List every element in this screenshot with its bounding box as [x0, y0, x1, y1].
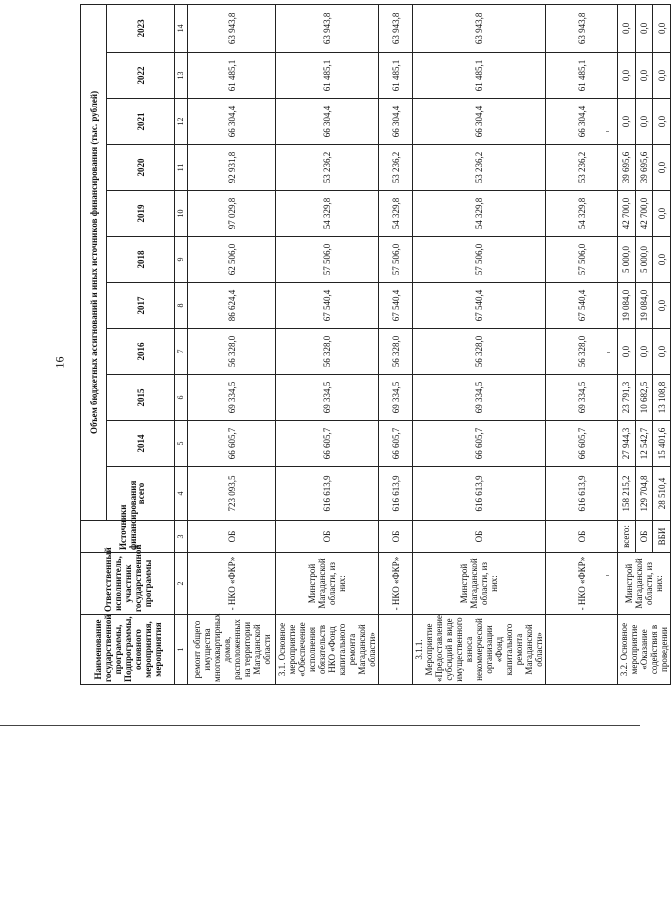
cell-total: 616 613,9: [413, 467, 546, 521]
cell-value: 0,0: [618, 4, 636, 52]
cell-value: 61 485,1: [188, 53, 276, 99]
cell-value: 42 700,0: [618, 191, 636, 237]
cell-name: [546, 615, 618, 685]
cell-value: 0,0: [653, 283, 671, 329]
cell-value: 19 084,0: [635, 283, 653, 329]
cell-value: 62 506,0: [188, 237, 276, 283]
cell-value: 19 084,0: [618, 283, 636, 329]
header-year: 2022: [107, 53, 175, 99]
cell-value: 66 605,7: [413, 421, 546, 467]
cell-responsible: - НКО «ФКР»: [379, 553, 413, 615]
cell-value: 66 605,7: [188, 421, 276, 467]
cell-value: 53 236,2: [413, 145, 546, 191]
header-volume: Объем бюджетных ассигнований и иных источников финансирования (тыс. рублей): [81, 4, 107, 520]
cell-total: 616 613,9: [276, 467, 379, 521]
cell-value: 57 506,0: [413, 237, 546, 283]
cell-value: 67 540,4: [276, 283, 379, 329]
header-responsible: Ответственный исполнитель, участник государственной программы: [81, 553, 175, 615]
cell-value: 66 304,4: [413, 99, 546, 145]
cell-value: 67 540,4: [379, 283, 413, 329]
column-index: 14: [175, 4, 188, 52]
cell-name: ремонт общего имущества многоквартирных домов, расположенных на территории Магаданской области: [188, 615, 276, 685]
cell-value: 0,0: [618, 329, 636, 375]
column-index: 12: [175, 99, 188, 145]
cell-value: 63 943,8: [379, 4, 413, 52]
cell-value: 53 236,2: [379, 145, 413, 191]
cell-value: 0,0: [635, 4, 653, 52]
page-number: 16: [52, 356, 67, 369]
cell-value: 54 329,8: [276, 191, 379, 237]
cell-value: 0,0: [618, 53, 636, 99]
cell-value: 66 304,4: [379, 99, 413, 145]
cell-responsible: - НКО «ФКР»: [546, 553, 618, 615]
table-row: [546, 4, 618, 684]
cell-value: 0,0: [653, 191, 671, 237]
header-total: всего: [107, 467, 175, 521]
cell-value: 69 334,5: [379, 375, 413, 421]
cell-value: 39 695,6: [618, 145, 636, 191]
cell-value: 0,0: [635, 329, 653, 375]
cell-value: 12 542,7: [635, 421, 653, 467]
cell-value: 0,0: [618, 99, 636, 145]
cell-total: 129 704,8: [635, 467, 653, 521]
cell-value: 69 334,5: [546, 375, 618, 421]
cell-value: 39 695,6: [635, 145, 653, 191]
cell-value: 97 029,8: [188, 191, 276, 237]
cell-value: 61 485,1: [413, 53, 546, 99]
page-divider-line: [0, 725, 640, 726]
cell-value: 0,0: [653, 53, 671, 99]
cell-value: 63 943,8: [413, 4, 546, 52]
cell-value: 57 506,0: [276, 237, 379, 283]
cell-source: ОБ: [546, 521, 618, 553]
cell-responsible: - НКО «ФКР»: [188, 553, 276, 615]
cell-name: 3.1.1. Мероприятие «Предоставление субсидий в виде имущественного взноса некоммерческой организации «Фонд капитального ремонта Магаданской области»: [413, 615, 546, 685]
header-year: 2017: [107, 283, 175, 329]
column-index: 1: [175, 615, 188, 685]
header-year: 2018: [107, 237, 175, 283]
cell-value: 66 605,7: [276, 421, 379, 467]
cell-value: 0,0: [653, 4, 671, 52]
table-body: [188, 4, 671, 684]
header-year: 2016: [107, 329, 175, 375]
column-index: 11: [175, 145, 188, 191]
cell-value: 63 943,8: [276, 4, 379, 52]
cell-value: 63 943,8: [188, 4, 276, 52]
cell-value: 5 000,0: [635, 237, 653, 283]
cell-value: 23 791,3: [618, 375, 636, 421]
cell-value: 13 108,8: [653, 375, 671, 421]
column-index: 3: [175, 521, 188, 553]
cell-name: [379, 615, 413, 685]
cell-source: ОБ: [276, 521, 379, 553]
cell-value: 61 485,1: [546, 53, 618, 99]
cell-value: 0,0: [635, 99, 653, 145]
cell-value: 92 931,8: [188, 145, 276, 191]
cell-value: 27 944,3: [618, 421, 636, 467]
cell-value: 0,0: [635, 53, 653, 99]
cell-value: 54 329,8: [379, 191, 413, 237]
cell-value: 0,0: [653, 99, 671, 145]
header-name: Наименование государственной программы, Подпрограммы, основного мероприятия, мероприятия: [81, 615, 175, 685]
cell-value: 56 328,0: [188, 329, 276, 375]
column-index: 9: [175, 237, 188, 283]
column-index: 13: [175, 53, 188, 99]
header-year: 2019: [107, 191, 175, 237]
column-index: 2: [175, 553, 188, 615]
cell-total: 28 510,4: [653, 467, 671, 521]
cell-total: 616 613,9: [546, 467, 618, 521]
cell-value: 57 506,0: [379, 237, 413, 283]
cell-name: 3.2. Основное мероприятие «Оказание содействия в проведении: [618, 615, 671, 685]
cell-value: 56 328,0: [276, 329, 379, 375]
cell-value: 10 682,5: [635, 375, 653, 421]
table-row: [618, 4, 636, 684]
column-index: 8: [175, 283, 188, 329]
column-index: 7: [175, 329, 188, 375]
header-year: 2023: [107, 4, 175, 52]
cell-value: 67 540,4: [413, 283, 546, 329]
cell-value: 0,0: [653, 329, 671, 375]
cell-value: 67 540,4: [546, 283, 618, 329]
financing-table: [80, 4, 671, 685]
cell-value: 61 485,1: [379, 53, 413, 99]
cell-value: 69 334,5: [276, 375, 379, 421]
cell-value: 69 334,5: [413, 375, 546, 421]
cell-value: 57 506,0: [546, 237, 618, 283]
cell-total: 723 093,5: [188, 467, 276, 521]
header-year: 2014: [107, 421, 175, 467]
cell-responsible: Минстрой Магаданской области, из них:: [618, 553, 671, 615]
cell-value: 54 329,8: [546, 191, 618, 237]
cell-value: 66 304,4: [188, 99, 276, 145]
cell-value: 63 943,8: [546, 4, 618, 52]
cell-value: 53 236,2: [276, 145, 379, 191]
cell-value: 0,0: [653, 237, 671, 283]
cell-value: 66 605,7: [379, 421, 413, 467]
cell-source: ОБ: [188, 521, 276, 553]
table-row: [379, 4, 413, 684]
cell-value: 86 624,4: [188, 283, 276, 329]
cell-source: ОБ: [379, 521, 413, 553]
cell-total: 616 613,9: [379, 467, 413, 521]
table-row: [188, 4, 276, 684]
cell-source: ОБ: [635, 521, 653, 553]
cell-value: 66 304,4: [276, 99, 379, 145]
cell-value: 56 328,0: [546, 329, 618, 375]
cell-responsible: Минстрой Магаданской области, из них:: [276, 553, 379, 615]
cell-responsible: Минстрой Магаданской области, из них:: [413, 553, 546, 615]
cell-value: 53 236,2: [546, 145, 618, 191]
cell-value: 42 700,0: [635, 191, 653, 237]
header-year: 2021: [107, 99, 175, 145]
cell-value: 66 304,4: [546, 99, 618, 145]
header-source: Источники финансирования: [81, 521, 175, 553]
cell-value: 56 328,0: [413, 329, 546, 375]
cell-value: 69 334,5: [188, 375, 276, 421]
cell-name: 3.1. Основное мероприятие «Обеспечение исполнения обязательств НКО «Фонд капитального ремонта Магаданской области»: [276, 615, 379, 685]
column-index: 10: [175, 191, 188, 237]
header-year: 2015: [107, 375, 175, 421]
cell-source: ВБИ: [653, 521, 671, 553]
cell-source: всего:: [618, 521, 636, 553]
column-index: 5: [175, 421, 188, 467]
financing-table-rotated: [80, 5, 669, 685]
cell-total: 158 215,2: [618, 467, 636, 521]
column-index: 6: [175, 375, 188, 421]
cell-value: 61 485,1: [276, 53, 379, 99]
cell-source: ОБ: [413, 521, 546, 553]
table-row: [413, 4, 546, 684]
header-year: 2020: [107, 145, 175, 191]
cell-value: 0,0: [653, 145, 671, 191]
cell-value: 66 605,7: [546, 421, 618, 467]
column-index: 4: [175, 467, 188, 521]
cell-value: 15 401,6: [653, 421, 671, 467]
cell-value: 5 000,0: [618, 237, 636, 283]
cell-value: 56 328,0: [379, 329, 413, 375]
cell-value: 54 329,8: [413, 191, 546, 237]
table-row: [276, 4, 379, 684]
